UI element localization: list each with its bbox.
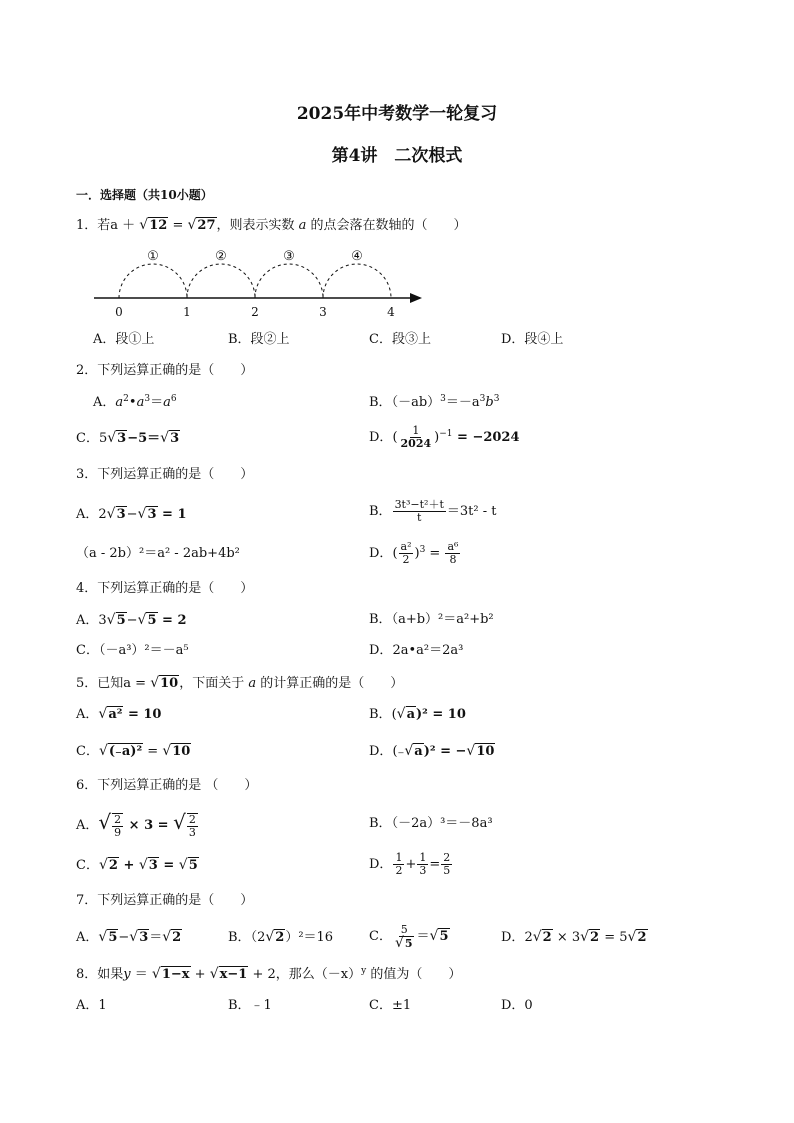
q4-option-a[interactable]: A．3√5−√5 = 2 bbox=[76, 612, 187, 628]
tick-label: 4 bbox=[387, 305, 395, 319]
arc-segment-1 bbox=[119, 264, 187, 298]
axis-arrow bbox=[410, 293, 422, 303]
segment-label: ③ bbox=[283, 249, 295, 264]
tick-label: 1 bbox=[183, 305, 191, 319]
question-7-stem: 7．下列运算正确的是（ ） bbox=[76, 893, 254, 908]
q1-option-a[interactable]: A．段①上 bbox=[93, 332, 155, 347]
question-3-stem: 3．下列运算正确的是（ ） bbox=[76, 467, 254, 482]
section-heading: 一．选择题（共10小题） bbox=[76, 188, 213, 202]
question-4-stem: 4．下列运算正确的是（ ） bbox=[76, 581, 254, 596]
question-6-stem: 6．下列运算正确的是 （ ） bbox=[76, 778, 258, 793]
q2-option-d[interactable]: D．( $\frac{1}{2024}$ )$^{-1}$ = −2024 bbox=[369, 424, 520, 450]
q5-option-b[interactable]: B．(√a)² = 10 bbox=[369, 706, 466, 722]
question-2-stem: 2．下列运算正确的是（ ） bbox=[76, 363, 254, 378]
segment-label: ① bbox=[147, 249, 159, 264]
number-line-diagram bbox=[90, 244, 430, 320]
segment-label: ④ bbox=[351, 249, 363, 264]
arc-segment-2 bbox=[187, 264, 255, 298]
question-5-stem: 5．已知a = √10，下面关于 a 的计算正确的是（ ） bbox=[76, 675, 404, 691]
q7-option-d[interactable]: D．2√2 × 3√2 = 5√2 bbox=[501, 929, 647, 945]
q3-option-d[interactable]: D．( $\frac{\text{a²}}{2}$ )$^3$ = $\frac{\text{a⁶}}{8}$ bbox=[369, 540, 459, 566]
q4-option-d[interactable]: D．2a•a²＝2a³ bbox=[369, 643, 464, 658]
arc-segment-4 bbox=[323, 264, 391, 298]
q8-option-b[interactable]: B．﹣1 bbox=[228, 998, 272, 1013]
q5-option-c[interactable]: C．√(₋a)² = √10 bbox=[76, 743, 191, 759]
q8-option-d[interactable]: D．0 bbox=[501, 998, 533, 1013]
q1-option-d[interactable]: D．段④上 bbox=[501, 332, 564, 347]
q2-option-b[interactable]: B．$(-ab)^3=-a^3b^3$ bbox=[369, 394, 500, 410]
q8-option-c[interactable]: C．±1 bbox=[369, 998, 412, 1013]
q7-option-c[interactable]: C． $\frac{5}{√5}$ ＝√5 bbox=[369, 922, 449, 951]
question-1-stem: 1．若a ＋ √12 = √27，则表示实数 a 的点会落在数轴的（ ） bbox=[76, 217, 467, 233]
q7-option-b[interactable]: B．（2√2）²＝16 bbox=[228, 929, 334, 945]
page-title: 2025年中考数学一轮复习 bbox=[296, 104, 498, 124]
q1-option-c[interactable]: C．段③上 bbox=[369, 332, 431, 347]
tick-label: 2 bbox=[251, 305, 259, 319]
q6-option-c[interactable]: C．√2 + √3 = √5 bbox=[76, 857, 198, 873]
q6-option-d[interactable]: D． $\frac{1}{2}$ + $\frac{1}{3}$ = $\frac{2}{5}$ bbox=[369, 851, 451, 877]
q5-option-d[interactable]: D．(₋√a)² = −√10 bbox=[369, 743, 495, 759]
question-8-stem: 8．如果y ＝ √1−x + √x−1 + 2，那么$(-x)^y$ 的值为（ ） bbox=[76, 966, 462, 982]
q3-option-b[interactable]: B． $\frac{\text{3t³−t²＋t}}{t}$ ＝3t² - t bbox=[369, 498, 497, 524]
q4-option-c[interactable]: C．（－a³）²＝－a⁵ bbox=[76, 643, 189, 658]
q3-option-c[interactable]: （a - 2b）²＝a² - 2ab+4b² bbox=[76, 546, 240, 561]
arc-segment-3 bbox=[255, 264, 323, 298]
q4-option-b[interactable]: B．（a+b）²＝a²+b² bbox=[369, 612, 494, 627]
q6-option-b[interactable]: B．（－2a）³＝－8a³ bbox=[369, 816, 493, 831]
q7-option-a[interactable]: A．√5−√3＝√2 bbox=[76, 929, 182, 945]
tick-label: 0 bbox=[115, 305, 123, 319]
q1-option-b[interactable]: B．段②上 bbox=[228, 332, 290, 347]
tick-label: 3 bbox=[319, 305, 327, 319]
lecture-title: 第4讲 二次根式 bbox=[331, 146, 463, 166]
q2-option-a[interactable]: A．$a^2•a^3=a^6$ bbox=[93, 394, 177, 410]
q2-option-c[interactable]: C．5√3−5＝√3 bbox=[76, 430, 180, 446]
q3-option-a[interactable]: A．2√3−√3 = 1 bbox=[76, 506, 187, 522]
segment-label: ② bbox=[215, 249, 227, 264]
q8-option-a[interactable]: A．1 bbox=[76, 998, 107, 1013]
q6-option-a[interactable]: A．√ $\frac{2}{9}$ × 3 = √ $\frac{2}{3}$ bbox=[76, 810, 196, 839]
q5-option-a[interactable]: A．√a² = 10 bbox=[76, 706, 162, 722]
